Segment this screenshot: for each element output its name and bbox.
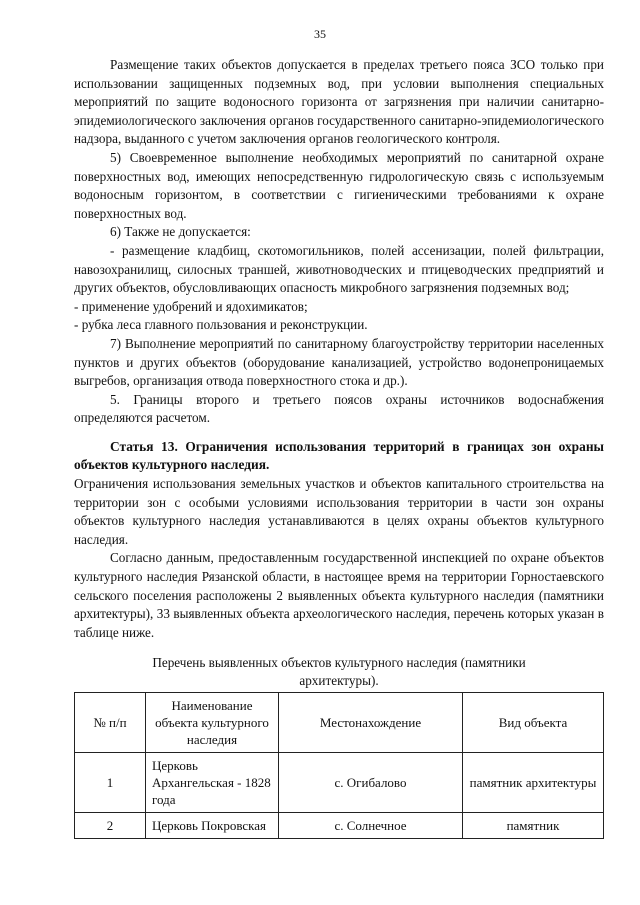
list-item: - размещение кладбищ, скотомогильников, полей ассенизации, полей фильтрации, навозохранилищ, силосных траншей, животноводческих и птицеводческих предприятий и других объектов, обусловливающих опасность микробного загрязнения подземных вод; — [74, 242, 604, 296]
header-number: № п/п — [75, 693, 146, 753]
table-row — [75, 813, 604, 839]
paragraph: 7) Выполнение мероприятий по санитарному благоустройству территории населенных пунктов и других объектов (оборудование канализацией, устройство водонепроницаемых выгребов, организация отвода поверхностного стока и др.). — [74, 335, 604, 389]
paragraph: Размещение таких объектов допускается в пределах третьего пояса ЗСО только при использовании защищенных подземных вод, при условии выполнения специальных мероприятий по защите водоносного горизонта от загрязнения при наличии санитарно-эпидемиологического заключения органов государственного санитарно-эпидемиологического надзора, выданного с учетом заключения органов геологического контроля. — [74, 57, 604, 147]
table-header-row — [75, 693, 604, 753]
document-body — [74, 56, 604, 839]
paragraph: Ограничения использования земельных участков и объектов капитального строительства на территории зон с особыми условиями использования территории в части зон охраны объектов культурного наследия устанавливаются в целях охраны объектов культурного наследия. — [74, 476, 604, 547]
cell-name: Церковь Архангельская - 1828 года — [146, 753, 279, 813]
table-row — [75, 753, 604, 813]
paragraph: 6) Также не допускается: — [110, 224, 251, 240]
paragraph: 5) Своевременное выполнение необходимых мероприятий по санитарной охране поверхностных вод, имеющих непосредственную гидрологическую связь с используемым водоносным горизонтом, в соответствии с гигиеническими требованиями к охране поверхностных вод. — [74, 149, 604, 221]
paragraph: Согласно данным, предоставленным государственной инспекцией по охране объектов культурного наследия Рязанской области, в настоящее время на территории Горностаевского сельского поселения расположены 2 выявленных объекта культурного наследия (памятники архитектуры), 33 выявленных объекта археологического наследия, перечень которых указан в таблице ниже. — [74, 550, 604, 640]
cell-name: Церковь Покровская — [146, 813, 279, 839]
paragraph: 5. Границы второго и третьего поясов охраны источников водоснабжения определяются расчетом. — [74, 391, 604, 426]
cell-number: 1 — [75, 753, 146, 813]
list-item: - применение удобрений и ядохимикатов; — [74, 298, 308, 314]
table-caption: Перечень выявленных объектов культурного наследия (памятники архитектуры). — [152, 655, 526, 689]
header-location: Местонахождение — [279, 693, 463, 753]
heritage-objects-table — [74, 692, 604, 839]
cell-location: с. Огибалово — [279, 753, 463, 813]
cell-location: с. Солнечное — [279, 813, 463, 839]
cell-number: 2 — [75, 813, 146, 839]
article-heading: Статья 13. Ограничения использования территорий в границах зон охраны объектов культурного наследия. — [74, 438, 604, 473]
header-type: Вид объекта — [463, 693, 604, 753]
cell-type: памятник архитектуры — [463, 753, 604, 813]
cell-type: памятник — [463, 813, 604, 839]
list-item: - рубка леса главного пользования и реконструкции. — [74, 317, 368, 333]
page-number: 35 — [314, 27, 326, 41]
header-name: Наименование объекта культурного наследия — [146, 693, 279, 753]
